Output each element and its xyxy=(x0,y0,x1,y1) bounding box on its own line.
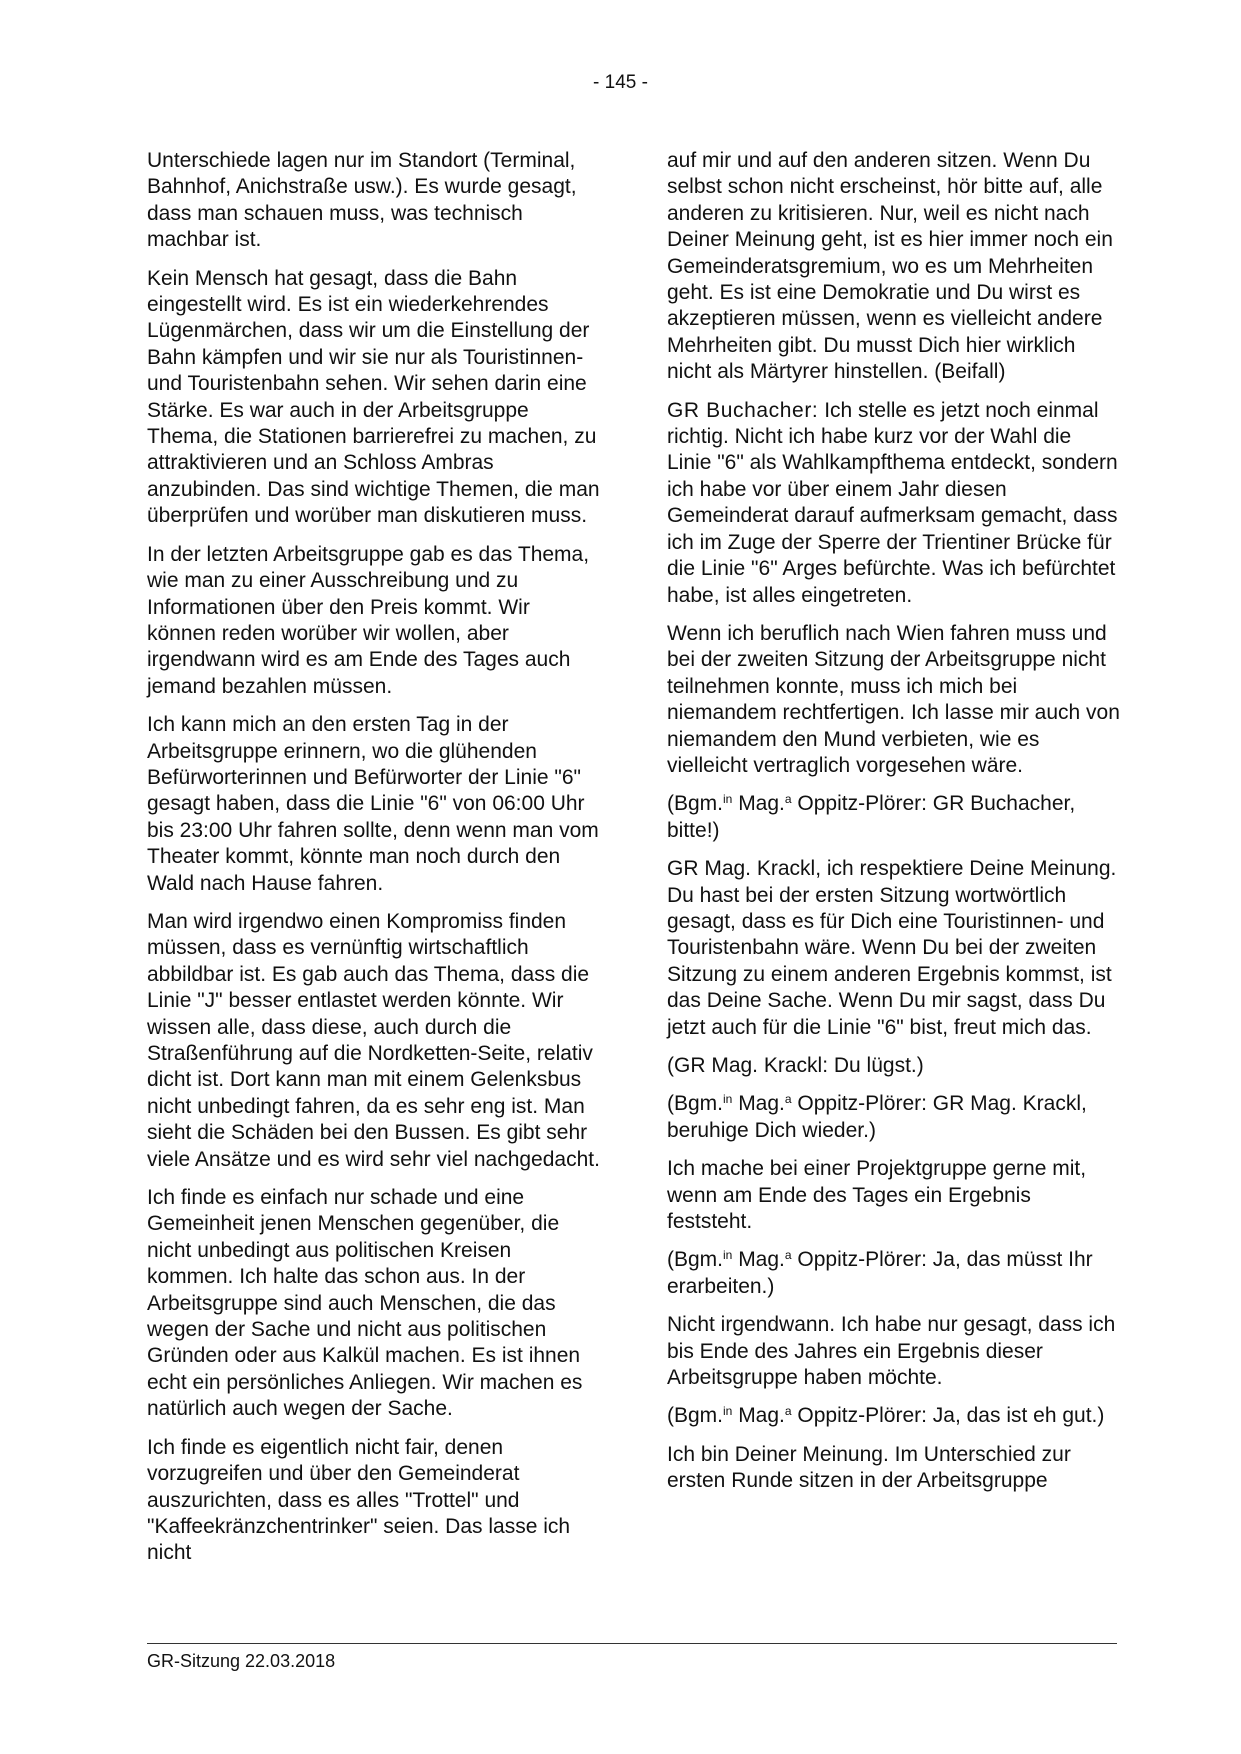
paragraph: In der letzten Arbeitsgruppe gab es das Thema, wie man zu einer Ausschreibung und zu Informationen über den Preis kommt. Wir können reden worüber wir wollen, aber irgendwann wird es am Ende des Tages auch jemand bezahlen müssen. xyxy=(147,542,590,698)
speaker-paragraph xyxy=(667,398,1120,609)
interjection: (Bgm.$^{in}$ Mag.$^a$ Oppitz-Plörer: GR Buchacher, bitte!) xyxy=(667,792,1076,842)
interjection: (Bgm.$^{in}$ Mag.$^a$ Oppitz-Plörer: Ja, das müsst Ihr erarbeiten.) xyxy=(667,1248,1093,1298)
footer-divider xyxy=(147,1643,1117,1644)
interjection: (GR Mag. Krackl: Du lügst.) xyxy=(667,1054,924,1077)
paragraph: Ich finde es eigentlich nicht fair, denen vorzugreifen und über den Gemeinderat auszurichten, dass es alles "Trottel" und "Kaffeekränzchentrinker" seien. Das lasse ich nicht xyxy=(147,1435,571,1565)
footer-session-date: GR-Sitzung 22.03.2018 xyxy=(147,1651,336,1671)
paragraph: Kein Mensch hat gesagt, dass die Bahn eingestellt wird. Es ist ein wiederkehrendes Lügenmärchen, dass wir um die Einstellung der Bahn kämpfen und wir sie nur als Touristinnen- und Touristenbahn sehen. Wir sehen darin eine Stärke. Es war auch in der Arbeitsgruppe Thema, die Stationen barrierefrei zu machen, zu attraktivieren und an Schloss Ambras anzubinden. Das sind wichtige Themen, die man überprüfen und worüber man diskutieren muss. xyxy=(147,266,600,528)
paragraph: GR Mag. Krackl, ich respektiere Deine Meinung. Du hast bei der ersten Sitzung wortwörtlich gesagt, dass es für Dich eine Touristinnen- und Touristenbahn wäre. Wenn Du bei der zweiten Sitzung zu einem anderen Ergebnis kommst, ist das Deine Sache. Wenn Du mir sagst, dass Du jetzt auch für die Linie "6" bist, freut mich das. xyxy=(667,857,1117,1039)
page-number: - 145 - xyxy=(593,72,648,93)
paragraph: Ich finde es einfach nur schade und eine Gemeinheit jenen Menschen gegenüber, die nicht unbedingt aus politischen Kreisen kommen. Ich halte das schon aus. In der Arbeitsgruppe sind auch Menschen, die das wegen der Sache und nicht aus politischen Gründen oder aus Kalkül machen. Es ist ihnen echt ein persönliches Anliegen. Wir machen es natürlich auch wegen der Sache. xyxy=(147,1186,583,1421)
paragraph: Unterschiede lagen nur im Standort (Terminal, Bahnhof, Anichstraße usw.). Es wurde gesagt, dass man schauen muss, was technisch machbar ist. xyxy=(147,149,577,252)
right-column xyxy=(667,148,1120,1507)
left-column xyxy=(147,148,600,1579)
paragraph: Ich mache bei einer Projektgruppe gerne mit, wenn am Ende des Tages ein Ergebnis feststeht. xyxy=(667,1157,1087,1234)
interjection: (Bgm.$^{in}$ Mag.$^a$ Oppitz-Plörer: Ja, das ist eh gut.) xyxy=(667,1404,1105,1428)
paragraph: Nicht irgendwann. Ich habe nur gesagt, dass ich bis Ende des Jahres ein Ergebnis dieser Arbeitsgruppe haben möchte. xyxy=(667,1313,1116,1390)
paragraph: Man wird irgendwo einen Kompromiss finden müssen, dass es vernünftig wirtschaftlich abbildbar ist. Es gab auch das Thema, dass die Linie "J" besser entlastet werden könnte. Wir wissen alle, dass diese, auch durch die Straßenführung auf die Nordketten-Seite, relativ dicht ist. Dort kann man mit einem Gelenksbus nicht unbedingt fahren, da es sehr eng ist. Man sieht die Schäden bei den Bussen. Es gibt sehr viele Ansätze und es wird sehr viel nachgedacht. xyxy=(147,909,600,1171)
paragraph: auf mir und auf den anderen sitzen. Wenn Du selbst schon nicht erscheinst, hör bitte auf, alle anderen zu kritisieren. Nur, weil es nicht nach Deiner Meinung geht, ist es hier immer noch ein Gemeinderatsgremium, wo es um Mehrheiten geht. Es ist eine Demokratie und Du wirst es akzeptieren müssen, wenn es vielleicht andere Mehrheiten gibt. Du musst Dich hier wirklich nicht als Märtyrer hinstellen. (Beifall) xyxy=(667,149,1113,384)
paragraph: Ich kann mich an den ersten Tag in der Arbeitsgruppe erinnern, wo die glühenden Befürworterinnen und Befürworter der Linie "6" gesagt haben, dass die Linie "6" von 06:00 Uhr bis 23:00 Uhr fahren sollte, denn wenn man vom Theater kommt, könnte man noch durch den Wald nach Hause fahren. xyxy=(147,713,599,895)
interjection: (Bgm.$^{in}$ Mag.$^a$ Oppitz-Plörer: GR Mag. Krackl, beruhige Dich wieder.) xyxy=(667,1092,1087,1142)
paragraph: Ich bin Deiner Meinung. Im Unterschied zur ersten Runde sitzen in der Arbeitsgruppe xyxy=(667,1442,1071,1493)
speech-text: Ich stelle es jetzt noch einmal richtig. Nicht ich habe kurz vor der Wahl die Linie "6" als Wahlkampfthema entdeckt, sondern ich habe vor über einem Jahr diesen Gemeinderat darauf aufmerksam gemacht, dass ich im Zuge der Sperre der Trientiner Brücke für die Linie "6" Arges befürchte. Was ich befürchtet habe, ist alles eingetreten. xyxy=(667,398,1118,607)
speaker-name: GR Buchacher: xyxy=(667,398,819,422)
paragraph: Wenn ich beruflich nach Wien fahren muss und bei der zweiten Sitzung der Arbeitsgruppe nicht teilnehmen konnte, muss ich mich bei niemandem rechtfertigen. Ich lasse mir auch von niemandem den Mund verbieten, wie es vielleicht vertraglich vorgesehen wäre. xyxy=(667,621,1120,777)
